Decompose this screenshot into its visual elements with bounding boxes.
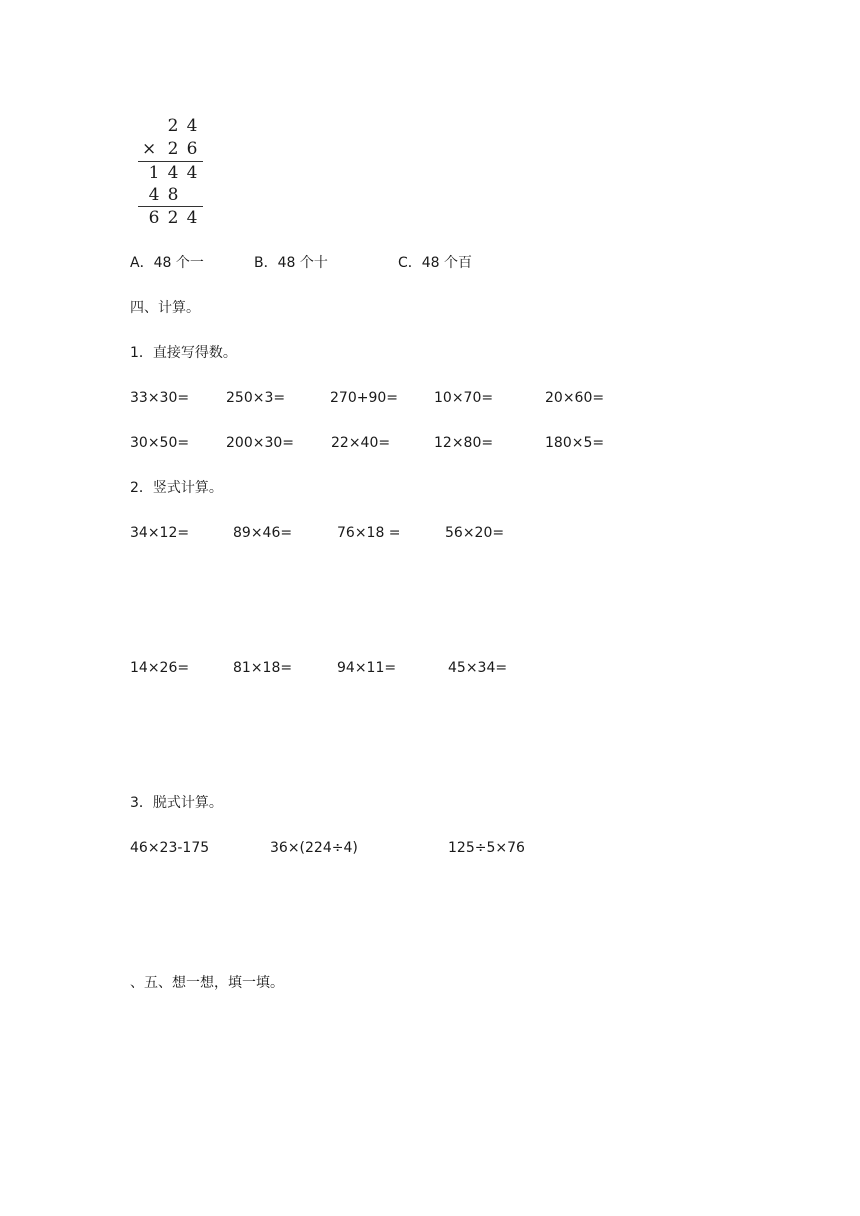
q3-item: 125÷5×76 [448,840,525,856]
multiplier-ones-digit: 6 [186,139,198,159]
result-hundreds-digit: 6 [148,208,160,228]
times-sign: × [142,139,157,159]
option-c: C．48 个百 [398,255,473,271]
section-4-title: 四、计算。 [130,300,200,316]
section-5-title: 、五、想一想，填一填。 [130,975,284,991]
q1-row2-item: 30×50= [130,435,190,451]
result-ones-digit: 4 [186,208,198,228]
partial1-ones-digit: 4 [186,163,198,183]
vertical-multiplication [138,116,208,232]
q1-row1-item: 250×3= [226,390,286,406]
multiplier-tens-digit: 2 [167,139,179,159]
q3-item: 36×(224÷4) [270,840,358,856]
q2-row2-item: 94×11= [337,660,397,676]
q2-row1-item: 56×20= [445,525,505,541]
q1-row1-item: 270+90= [330,390,398,406]
q2-row1-item: 76×18 = [337,525,401,541]
option-a: A．48 个一 [130,255,204,271]
question-2-title: 2．竖式计算。 [130,480,223,496]
partial1-hundreds-digit: 1 [148,163,160,183]
q2-row2-item: 81×18= [233,660,293,676]
q1-row1-item: 10×70= [434,390,494,406]
q2-row1-item: 89×46= [233,525,293,541]
q1-row1-item: 20×60= [545,390,605,406]
partial2-tens-digit: 8 [167,185,179,205]
q3-item: 46×23-175 [130,840,210,856]
question-3-title: 3．脱式计算。 [130,795,223,811]
q2-row1-item: 34×12= [130,525,190,541]
question-1-title: 1．直接写得数。 [130,345,237,361]
q1-row2-item: 200×30= [226,435,294,451]
rule-line-2 [138,206,203,207]
q2-row2-item: 14×26= [130,660,190,676]
result-tens-digit: 2 [167,208,179,228]
q1-row2-item: 180×5= [545,435,605,451]
option-b: B．48 个十 [254,255,328,271]
q1-row2-item: 12×80= [434,435,494,451]
q1-row2-item: 22×40= [331,435,391,451]
q2-row2-item: 45×34= [448,660,508,676]
partial2-hundreds-digit: 4 [148,185,160,205]
multiplicand-ones-digit: 4 [186,116,198,136]
rule-line-1 [138,161,203,162]
partial1-tens-digit: 4 [167,163,179,183]
multiplicand-tens-digit: 2 [167,116,179,136]
q1-row1-item: 33×30= [130,390,190,406]
